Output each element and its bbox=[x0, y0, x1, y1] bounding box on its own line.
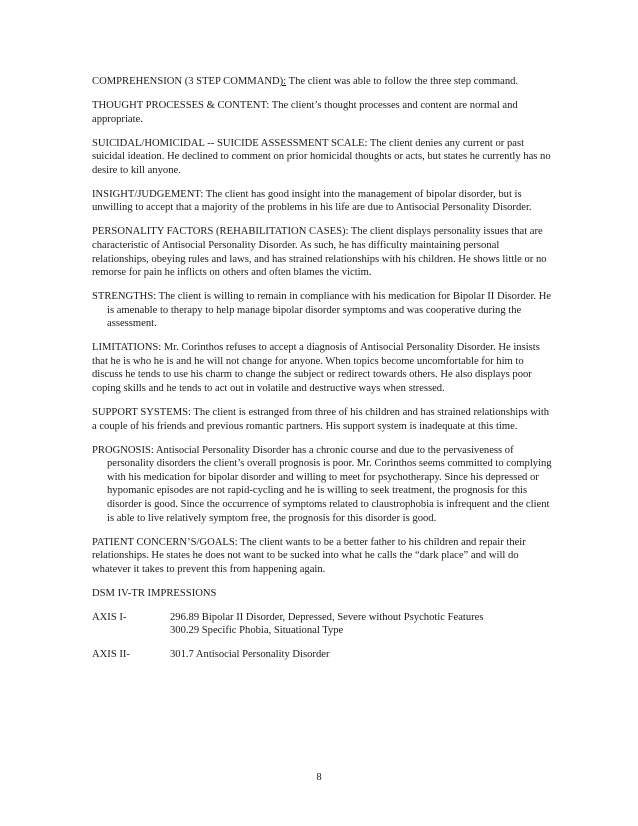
goals-label: PATIENT CONCERN’S/GOALS: bbox=[92, 536, 238, 548]
insight-section bbox=[92, 188, 554, 215]
axis-1-item: 296.89 Bipolar II Disorder, Depressed, Severe without Psychotic Features bbox=[170, 611, 484, 623]
strengths-label: STRENGTHS: bbox=[92, 291, 157, 303]
suicidal-section bbox=[92, 137, 554, 178]
dsm-heading: DSM IV-TR IMPRESSIONS bbox=[92, 587, 217, 599]
prognosis-label: PROGNOSIS: bbox=[92, 444, 154, 456]
prognosis-text: Antisocial Personality Disorder has a chronic course and due to the pervasiveness of personality disorders the client’s overall prognosis is poor. Mr. Corinthos seems committed to complying with his medication for bipolar disorder and willing to meet for psychotherapy. Since his depressed or hypomanic episodes are not rapid-cycling and he is willing to seek treatment, the prognosis for this disorder is good. Since the occurrence of symptoms related to claustrophobia is infrequent and the client is able to live relatively symptom free, the prognosis for this disorder is good. bbox=[107, 444, 552, 524]
goals-section bbox=[92, 536, 554, 577]
personality-section bbox=[92, 225, 554, 279]
page-number: 8 bbox=[316, 772, 322, 783]
goals-text: The client wants to be a better father to his children and repair their relationships. He states he does not want to be sucked into what he calls the “dark place” and will do whatever it takes to prevent this from happening again. bbox=[92, 536, 526, 575]
comprehension-label: COMPREHENSION (3 STEP COMMAND bbox=[92, 76, 280, 87]
thought-text: The client’s thought processes and content are normal and appropriate. bbox=[92, 99, 518, 125]
thought-section bbox=[92, 99, 554, 126]
limitations-section bbox=[92, 341, 554, 395]
axis-2-label: AXIS II- bbox=[92, 649, 130, 661]
axis-2-item: 301.7 Antisocial Personality Disorder bbox=[170, 649, 330, 661]
axis-1-label: AXIS I- bbox=[92, 611, 127, 623]
support-label: SUPPORT SYSTEMS: bbox=[92, 407, 191, 419]
thought-label: THOUGHT PROCESSES & CONTENT: bbox=[92, 99, 270, 111]
axis-1-row bbox=[92, 611, 554, 638]
axis-2-items bbox=[170, 648, 554, 662]
personality-text: The client displays personality issues that are characteristic of Antisocial Personality Disorder. As such, he has difficulty maintaining personal relationships, obeying rules and laws, and has strained relationships with his children. He shows little or no remorse for pain he inflicts on others and often blames the victim. bbox=[92, 226, 547, 279]
axis-2-row bbox=[92, 648, 554, 662]
limitations-label: LIMITATIONS: bbox=[92, 342, 162, 354]
axis-1-items bbox=[170, 611, 554, 638]
comprehension-section bbox=[92, 75, 554, 89]
personality-label: PERSONALITY FACTORS (REHABILITATION CASES): bbox=[92, 226, 349, 238]
comprehension-text: The client was able to follow the three step command. bbox=[286, 76, 519, 87]
strengths-text: The client is willing to remain in compliance with his medication for Bipolar II Disorder. He is amenable to therapy to help manage bipolar disorder symptoms and was cooperative during the assessment. bbox=[107, 291, 552, 330]
insight-text: The client has good insight into the management of bipolar disorder, but is unwilling to accept that a majority of the problems in his life are due to Antisocial Personality Disorder. bbox=[92, 188, 532, 214]
document-body bbox=[92, 75, 554, 672]
prognosis-section bbox=[92, 444, 554, 526]
support-text: The client is estranged from three of his children and has strained relationships with a couple of his friends and previous romantic partners. His support system is inadequate at this time. bbox=[92, 407, 550, 432]
suicidal-text: The client denies any current or past suicidal ideation. He declined to comment on prior homicidal thoughts or acts, but states he currently has no desire to kill anyone. bbox=[92, 137, 551, 176]
strengths-section bbox=[92, 290, 554, 331]
comprehension-label-end: ): bbox=[279, 76, 287, 87]
insight-label: INSIGHT/JUDGEMENT: bbox=[92, 188, 204, 200]
support-section bbox=[92, 406, 554, 433]
limitations-text: Mr. Corinthos refuses to accept a diagnosis of Antisocial Personality Disorder. He insists that he is who he is and he will not change for anyone. When topics become uncomfortable for him to discuss he tends to use his charm to change the subject or redirect towards others. He also displays poor coping skills and he tends to act out in volatile and destructive ways when stressed. bbox=[92, 342, 540, 395]
axis-1-item: 300.29 Specific Phobia, Situational Type bbox=[170, 625, 344, 637]
suicidal-label: SUICIDAL/HOMICIDAL -- SUICIDE ASSESSMENT SCALE: bbox=[92, 137, 368, 149]
